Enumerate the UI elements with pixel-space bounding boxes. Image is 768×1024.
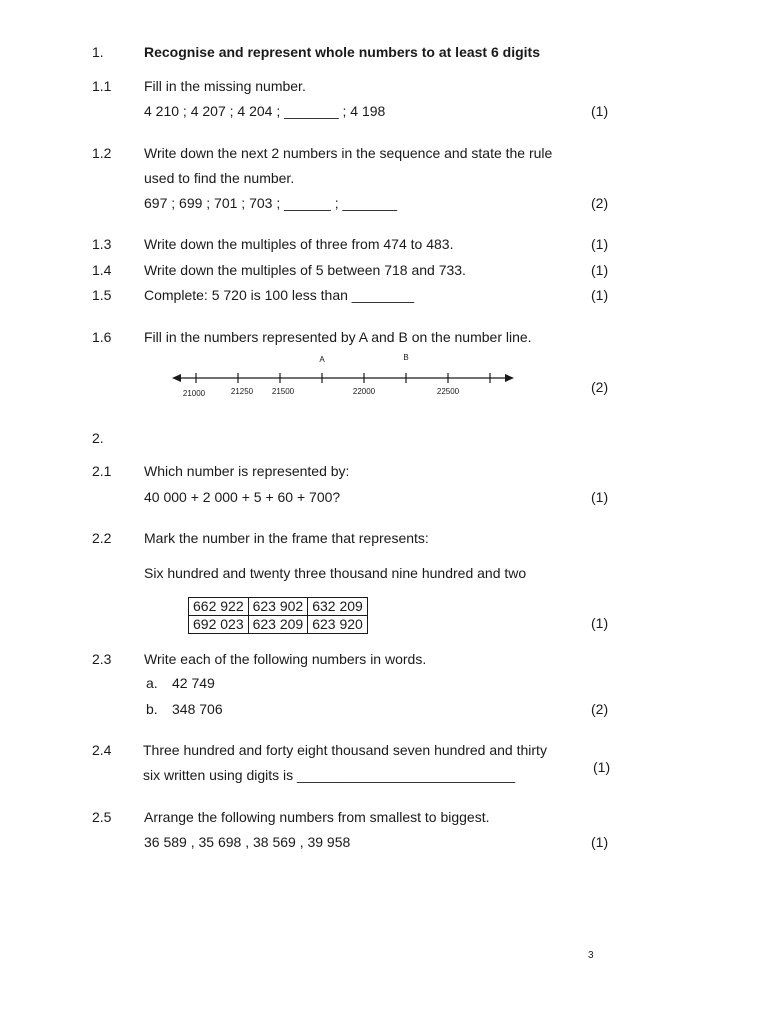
tick-label-21000: 21000 xyxy=(182,389,206,398)
q2-1-number: 2.1 xyxy=(92,463,112,479)
q1-1-mark: (1) xyxy=(591,103,609,119)
q2-3-prompt: Write each of the following numbers in words. xyxy=(144,651,427,667)
frame-row xyxy=(189,616,368,634)
q2-3-b-label: b. xyxy=(146,701,158,717)
frame-row xyxy=(189,598,368,616)
q1-3-mark: (1) xyxy=(591,236,609,252)
q2-5-numbers: 36 589 , 35 698 , 38 569 , 39 958 xyxy=(144,834,351,850)
q1-6-number: 1.6 xyxy=(92,329,112,345)
q2-2-words: Six hundred and twenty three thousand nine hundred and two xyxy=(144,565,527,581)
q1-6-prompt: Fill in the numbers represented by A and B on the number line. xyxy=(144,329,532,345)
q1-2-sequence: 697 ; 699 ; 701 ; 703 ; ______ ; _______ xyxy=(144,195,397,211)
q2-4-mark: (1) xyxy=(593,759,611,775)
q1-heading: Recognise and represent whole numbers to at least 6 digits xyxy=(144,44,540,60)
point-label-a: A xyxy=(319,355,325,364)
q2-3-a-value: 42 749 xyxy=(172,675,215,691)
q1-4-prompt: Write down the multiples of 5 between 718 and 733. xyxy=(144,262,466,278)
q2-4-prompt: Three hundred and forty eight thousand seven hundred and thirty xyxy=(143,742,547,758)
q2-1-prompt: Which number is represented by: xyxy=(144,463,350,479)
frame-cell[interactable]: 692 023 xyxy=(189,616,249,634)
q2-2-prompt: Mark the number in the frame that represents: xyxy=(144,530,429,546)
q2-5-mark: (1) xyxy=(591,834,609,850)
frame-cell[interactable]: 623 902 xyxy=(248,598,308,616)
q2-3-number: 2.3 xyxy=(92,651,112,667)
q1-4-mark: (1) xyxy=(591,262,609,278)
q2-5-number: 2.5 xyxy=(92,809,112,825)
q2-2-number: 2.2 xyxy=(92,530,112,546)
q2-1-expression: 40 000 + 2 000 + 5 + 60 + 700? xyxy=(144,489,341,505)
q2-2-mark: (1) xyxy=(591,615,609,631)
q1-3-prompt: Write down the multiples of three from 474 to 483. xyxy=(144,236,454,252)
q1-1-prompt: Fill in the missing number. xyxy=(144,78,306,94)
q1-5-mark: (1) xyxy=(591,287,609,303)
tick-label-22000: 22000 xyxy=(352,387,376,396)
number-frame xyxy=(188,597,368,634)
q1-4-number: 1.4 xyxy=(92,262,112,278)
q1-number: 1. xyxy=(92,44,104,60)
point-label-b: B xyxy=(403,353,409,362)
q1-5-prompt: Complete: 5 720 is 100 less than ________ xyxy=(144,287,415,303)
q2-1-mark: (1) xyxy=(591,489,609,505)
frame-cell[interactable]: 632 209 xyxy=(308,598,368,616)
q1-2-number: 1.2 xyxy=(92,145,112,161)
q2-4-prompt-cont: six written using digits is ____________________________ xyxy=(143,767,516,783)
q1-1-sequence: 4 210 ; 4 207 ; 4 204 ; _______ ; 4 198 xyxy=(144,103,386,119)
frame-cell[interactable]: 623 920 xyxy=(308,616,368,634)
q2-4-number: 2.4 xyxy=(92,742,112,758)
tick-label-21500: 21500 xyxy=(271,387,295,396)
q1-2-mark: (2) xyxy=(591,195,609,211)
page-number: 3 xyxy=(588,950,594,961)
tick-label-22500: 22500 xyxy=(436,387,460,396)
frame-cell[interactable]: 662 922 xyxy=(189,598,249,616)
q1-3-number: 1.3 xyxy=(92,236,112,252)
q2-3-b-value: 348 706 xyxy=(172,701,223,717)
q1-5-number: 1.5 xyxy=(92,287,112,303)
frame-cell[interactable]: 623 209 xyxy=(248,616,308,634)
q2-3-mark: (2) xyxy=(591,701,609,717)
q2-number: 2. xyxy=(92,430,104,446)
number-line xyxy=(0,0,768,420)
q2-5-prompt: Arrange the following numbers from smallest to biggest. xyxy=(144,809,490,825)
q2-3-a-label: a. xyxy=(146,675,158,691)
q1-2-prompt-cont: used to find the number. xyxy=(144,170,295,186)
q1-6-mark: (2) xyxy=(591,379,609,395)
tick-label-21250: 21250 xyxy=(230,387,254,396)
number-line-right-arrow xyxy=(505,374,514,382)
number-line-left-arrow xyxy=(172,374,181,382)
q1-1-number: 1.1 xyxy=(92,78,112,94)
q1-2-prompt: Write down the next 2 numbers in the sequence and state the rule xyxy=(144,145,553,161)
